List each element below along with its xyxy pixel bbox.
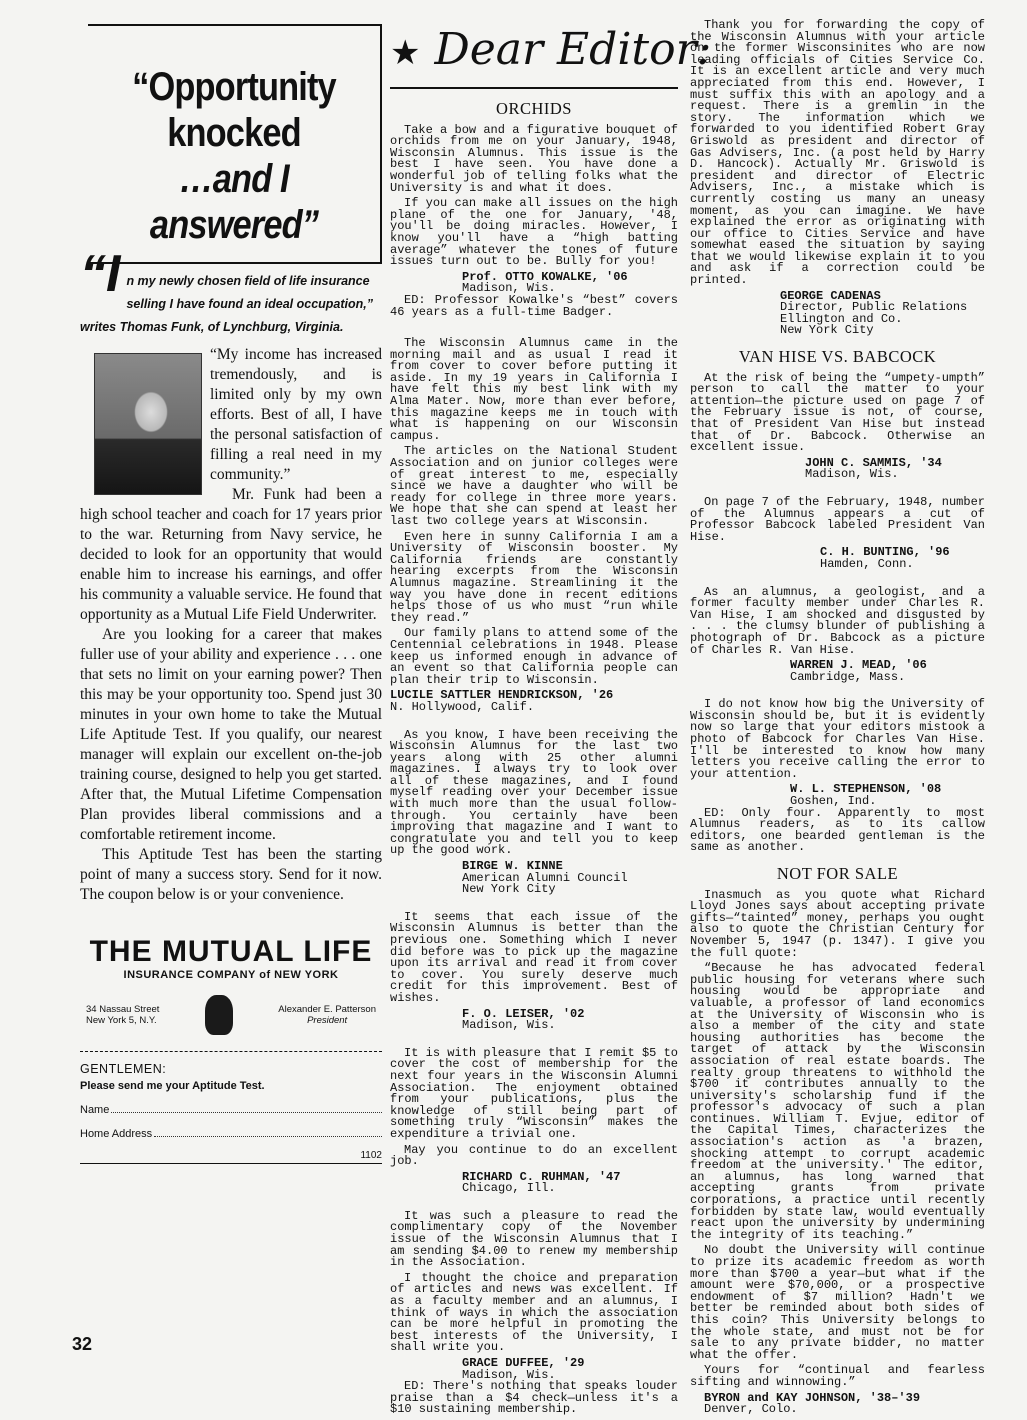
- ad-intro-text: n my newly chosen field of life insurance selling I have found an ideal occupation,” writes Thomas Funk, of Lynchburg, Virginia.: [80, 274, 374, 334]
- letter-paragraph: As you know, I have been receiving the Wisconsin Alumnus for the last two years along with 25 other alumni magazines. I always try to look over all of these magazines, and I found myself reading over your December issue with much more than the usual follow-through. You certainly have been improving that magazine and I want to congratulate you and tell you to keep up the good work.: [390, 727, 678, 858]
- star-icon: ★: [390, 33, 421, 73]
- signature: [690, 455, 985, 482]
- coupon-address-label: Home Address: [80, 1128, 153, 1140]
- address-line-1: 34 Nassau Street: [86, 1004, 160, 1015]
- signature-name: W. L. STEPHENSON, '08: [790, 782, 942, 797]
- ad-intro: [80, 245, 382, 339]
- ad-paragraph-2: Are you looking for a career that makes fuller use of your ability and experience . . . one that sets no limit on your earning power? Then this may be your opportunity too. Spend just 30 minutes in your own home to take the Mutual Life Aptitude Test. If you qualify, our nearest manager will explain our excellent on-the-job training course, designed to help you get started. After that, the Mutual Lifetime Compensation Plan provides liberal commissions and a comfortable retirement income.: [80, 626, 382, 843]
- letter-paragraph: No doubt the University will continue to prize its academic freedom as worth more than $700 a year—but what if the amount were $70,000, or a prospective endowment of $7 million? Hadn't we better be reminded about both sides of this coin? This University belongs to the whole state, and must not be for sale to any private bidder, no matter what the offer.: [690, 1243, 985, 1362]
- signature-name: GEORGE CADENAS: [780, 288, 881, 303]
- signature: [690, 547, 985, 570]
- mutual-life-ad: [80, 24, 382, 1164]
- signature: [690, 288, 985, 338]
- letter-paragraph: It is with pleasure that I remit $5 to cover the cost of membership for the next four years in the Wisconsin Alumni Association. The enjoyment obtained from your publications, plus the knowledge of still being part of something truly “Wisconsin” makes the expenditure a trivial one.: [390, 1045, 678, 1141]
- letter-paragraph: Our family plans to attend some of the Centennial celebrations in 1948. Please keep us informed enough in advance of an event so that California people can plan their trip to Wisconsin.: [390, 626, 678, 687]
- letter-paragraph: As an alumnus, a geologist, and a former faculty member under Charles R. Van Hise, I am shocked and disgusted by . . . the clumsy blunder of publishing a photograph of Dr. Babcock as a picture of Charles R. Van Hise.: [690, 584, 985, 657]
- letter-paragraph: The Wisconsin Alumnus came in the morning mail and as usual I read it from cover to cover before putting it aside. In my 19 years in California I have felt this my best link with my Alma Mater. Now, more than ever before, this magazine keeps me in touch with what is happening on our Wisconsin campus.: [390, 336, 678, 443]
- page-number: 32: [72, 1334, 93, 1354]
- company-address: [86, 1004, 159, 1026]
- signature-name: BIRGE W. KINNE: [462, 859, 563, 874]
- signature: [390, 1169, 678, 1196]
- section-heading-van-hise: VAN HISE VS. BABCOCK: [738, 347, 937, 367]
- letter-paragraph: I thought the choice and preparation of articles and news was excellent. If as a faculty member and an alumnus, I think of ways in which the association can be more helpful in promoting the best interests of the University, I shall write you.: [390, 1270, 678, 1355]
- signature-place: Goshen, Ind.: [790, 794, 877, 809]
- ad-headline-box: [88, 24, 382, 264]
- signature-place: New York City: [462, 882, 556, 897]
- signature-name: WARREN J. MEAD, '06: [790, 658, 927, 673]
- company-subtitle: INSURANCE COMPANY of NEW YORK: [123, 969, 339, 981]
- signature-place: Madison, Wis.: [462, 1018, 556, 1033]
- president-name: Alexander E. Patterson: [278, 1004, 376, 1015]
- letter-paragraph: Take a bow and a figurative bouquet of orchids from me on your January, 1948, Wisconsin Alumnus. This issue is the best I have seen. You have done a wonderful job of telling folks what the University is and what it does.: [390, 122, 678, 195]
- company-name: THE MUTUAL LIFE: [89, 935, 373, 968]
- letter-paragraph: Thank you for forwarding the copy of the Wisconsin Alumnus with your article on the former Wisconsinites who are now leading officials of Cities Service Co. It is an excellent article and very much appreciated from this end. However, I must suffix this with an apology and a request. There is a gremlin in the story. The information which we forwarded to you identified Robert Gray Griswold as president and director of Gas Advisers, Inc. (a post held by Harry D. Hancock). Actually Mr. Griswold is president and director of Electric Advisers, Inc., a mistake which is currently costing us many an uneasy moment, as you can imagine. We have explained the error as originating with our office to Cities Service and have somewhat eased the situation by saying that we would likewise explain it to you and ask if a correction could be printed.: [690, 18, 985, 288]
- letter-paragraph: May you continue to do an excellent job.: [390, 1142, 678, 1169]
- signature-name: F. O. LEISER, '02: [462, 1006, 585, 1021]
- signature-place: Madison, Wis.: [462, 281, 556, 296]
- letter-paragraph: Yours for “continual and fearless sifting and winnowing.”: [690, 1363, 985, 1389]
- section-heading-orchids: ORCHIDS: [496, 99, 572, 118]
- coupon-name-field[interactable]: [80, 1104, 382, 1116]
- signature: [690, 1390, 985, 1417]
- ad-headline-line-4: answered”: [149, 203, 319, 247]
- signature-name: RICHARD C. RUHMAN, '47: [462, 1169, 621, 1184]
- letters-column-middle: [390, 20, 712, 1420]
- signature: [690, 784, 985, 807]
- signature-place: Chicago, Ill.: [462, 1181, 556, 1196]
- coupon-code: 1102: [80, 1150, 382, 1164]
- ad-quote: “My income has increased tremendously, and is limited only by my own efforts. Best of all, I have the personal satisfaction of filling a real need in my community.”: [210, 346, 382, 483]
- coupon-address-field[interactable]: [80, 1128, 382, 1140]
- aptitude-test-coupon: [80, 1051, 382, 1164]
- letter-paragraph: It was such a pleasure to read the complimentary copy of the November issue of the Wisconsin Alumnus that I am sending $4.00 to renew my membership in the Association.: [390, 1208, 678, 1270]
- president-title: President: [307, 1015, 348, 1026]
- editor-note: ED: Professor Kowalke's “best” covers 46 years as a full-time Badger.: [390, 292, 678, 319]
- letter-paragraph: It seems that each issue of the Wisconsin Alumnus is better than the previous one. Something which I never did before was to pick up the magazine upon its arrival and read it from cover to cover. You surely deserve much credit for this improvement. Best of wishes.: [390, 909, 678, 1005]
- editor-note: ED: Only four. Apparently to most Alumnus readers, as to its callow editors, one bearded gentleman is the same as another.: [690, 805, 985, 855]
- signature-name: GRACE DUFFEE, '29: [462, 1356, 585, 1370]
- signature-affiliation: American Alumni Council: [462, 870, 628, 885]
- signature-place: Hamden, Conn.: [820, 556, 914, 571]
- ad-headline-line-1: “Opportunity: [132, 65, 336, 109]
- signature-place: Cambridge, Mass.: [790, 669, 906, 684]
- thomas-funk-photo: [94, 353, 202, 495]
- ad-headline-line-3: …and I: [179, 157, 289, 201]
- ad-paragraph-3: This Aptitude Test has been the starting point of many a success story. Send for it now. The coupon below is or your convenience.: [80, 846, 382, 903]
- ad-body: [80, 345, 382, 905]
- signature-title: Director, Public Relations: [780, 300, 968, 315]
- letter-paragraph: The articles on the National Student Association and on junior colleges were of great interest to me, especially since we have a daughter who will be ready for college in three more years. We hope that she can spend at least her last two college years at Wisconsin.: [390, 444, 678, 528]
- signature-name: LUCILE SATTLER HENDRICKSON, '26: [390, 688, 614, 703]
- signature-place: Madison, Wis.: [462, 1367, 556, 1382]
- column-title-text: Dear Editor:: [434, 24, 712, 75]
- address-line-2: New York 5, N.Y.: [86, 1015, 157, 1026]
- column-title: [390, 20, 712, 89]
- coupon-greeting: GENTLEMEN:: [80, 1062, 167, 1076]
- signature: [390, 1358, 678, 1381]
- ad-paragraph-1: Mr. Funk had been a high school teacher and coach for 17 years prior to the war. Returning from Navy service, he decided to look for an opportunity that would enable him to increase his earnings, and offer his community a valuable service. He found that opportunity as a Mutual Life Field Underwriter.: [80, 486, 382, 623]
- signature-place: N. Hollywood, Calif.: [390, 699, 535, 714]
- letter-paragraph: At the risk of being the “umpety-umpth” person to call the matter to your attention—the picture used on page 7 of the February issue is not, of course, that of President Van Hise but instead that of Dr. Babcock. Otherwise an excellent issue.: [690, 370, 985, 455]
- company-president: [278, 1004, 376, 1026]
- coupon-name-label: Name: [80, 1104, 110, 1116]
- signature: [390, 690, 678, 713]
- coupon-request: Please send me your Aptitude Test.: [80, 1080, 265, 1092]
- editor-note: ED: There's nothing that speaks louder praise than a $4 check—unless it's a $10 sustaining membership.: [390, 1379, 678, 1417]
- letter-paragraph: I do not know how big the University of Wisconsin should be, but it is evidently now so large that your editors mistook a photo of Babcock for Charles Van Hise. I'll be interested to know how many letters you receive calling the error to your attention.: [690, 697, 985, 781]
- signature: [390, 269, 678, 296]
- signature: [390, 861, 678, 896]
- company-logo-icon: [205, 995, 233, 1035]
- signature-place: Madison, Wis.: [805, 467, 899, 482]
- letter-paragraph: “Because he has advocated federal public housing for veterans where such housing would be appropriate and valuable, a professor of land economics at the University of Wisconsin who is also a member of the city and state housing authorities has become the target of attack by the Wisconsin association of real estate boards. The realty group threatens to withhold the $700 it contributes annually to the university's scholarship fund if the professor's advocacy of such a plan continues. William T. Evjue, editor of the Capital Times, characterizes the association's action as 'a brazen, shocking attempt to corrupt academic freedom at the university.' The editor, an alumnus, has long warned that accepting grants from private corporations, a practice until recently forbidden by state law, would eventually react upon the university by undermining the integrity of its teaching.”: [690, 961, 985, 1242]
- ad-headline-line-2: knocked: [167, 111, 301, 155]
- company-address-row: [80, 995, 382, 1035]
- letter-paragraph: If you can make all issues on the high plane of the one for January, '48, you'll be doing miracles. However, I know you'll have a “high batting average” whatever the tones of future issues turn out to be. Bully for you!: [390, 196, 678, 269]
- signature-name: BYRON and KAY JOHNSON, '38–'39: [704, 1390, 921, 1405]
- signature-affiliation: Ellington and Co.: [780, 311, 903, 326]
- signature-name: Prof. OTTO KOWALKE, '06: [462, 269, 628, 284]
- signature: [690, 660, 985, 683]
- coupon-name-line[interactable]: [111, 1104, 382, 1113]
- letter-paragraph: On page 7 of the February, 1948, number of the Alumnus appears a cut of Professor Babcock labeled President Van Hise.: [690, 494, 985, 544]
- signature-place: Denver, Colo.: [704, 1402, 798, 1417]
- section-heading-not-for-sale: NOT FOR SALE: [776, 864, 899, 883]
- coupon-address-line[interactable]: [154, 1128, 382, 1137]
- signature-name: C. H. BUNTING, '96: [820, 545, 950, 560]
- signature-place: New York City: [780, 323, 874, 338]
- letter-paragraph: Even here in sunny California I am a University of Wisconsin booster. My California friends are constantly hearing excerpts from the Wisconsin Alumnus magazine. Streamlining it the way you have done in recent editions helps those of us who must “run while they read.”: [390, 529, 678, 625]
- letters-column-right: [690, 20, 985, 1416]
- signature: [390, 1006, 678, 1033]
- ad-dropcap: “I: [80, 245, 121, 303]
- letter-paragraph: Inasmuch as you quote what Richard Lloyd Jones says about accepting private gifts—“tainted” money, perhaps you ought also to quote the Christian Century for November 5, 1947 (p. 1347). I give you the full quote:: [690, 887, 985, 960]
- signature-name: JOHN C. SAMMIS, '34: [805, 455, 942, 470]
